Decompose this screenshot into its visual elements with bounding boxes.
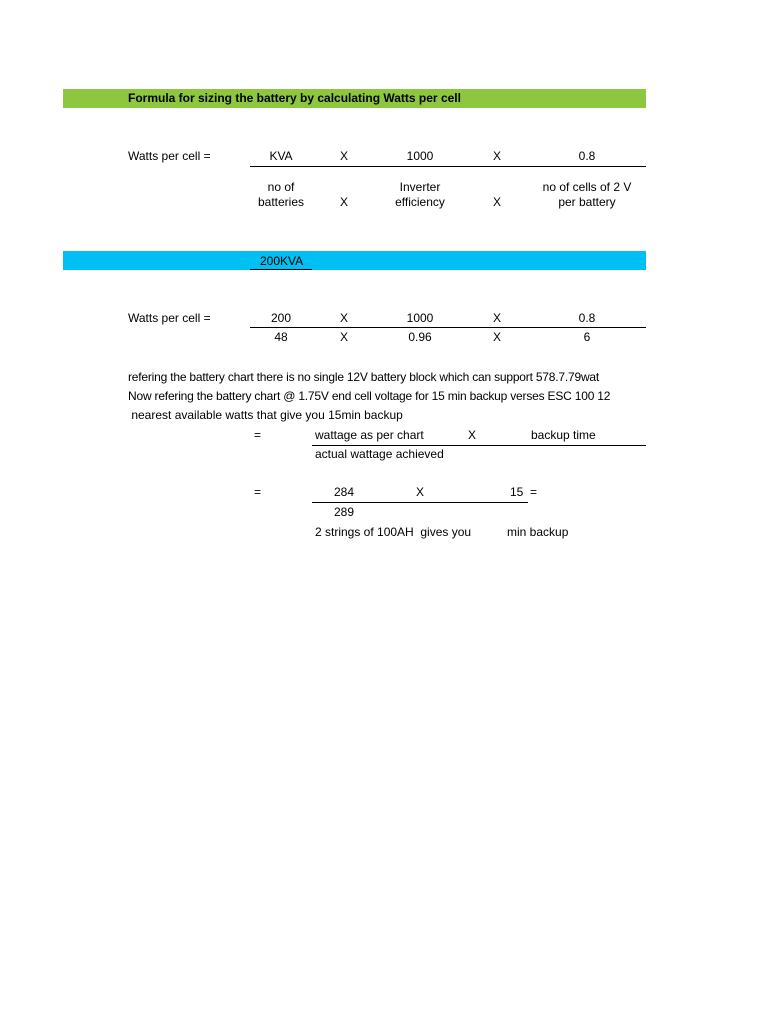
calc-label: Watts per cell = xyxy=(128,311,211,325)
rating-band xyxy=(63,251,646,270)
backup-calc-denominator: 289 xyxy=(334,505,355,519)
calc-den-x1: X xyxy=(339,330,348,344)
calc-fraction-line xyxy=(250,327,646,328)
rating-underline xyxy=(250,269,312,270)
backup-calc-result-text: 2 strings of 100AH gives you xyxy=(315,525,472,539)
formula-den-cells-2: per battery xyxy=(558,195,616,209)
backup-formula-time: backup time xyxy=(531,428,596,442)
backup-calc-x: X xyxy=(416,485,425,499)
formula-num-x2: X xyxy=(492,149,501,163)
formula-num-x1: X xyxy=(339,149,348,163)
note-line-2: Now refering the battery chart @ 1.75V end cell voltage for 15 min backup verses ESC 100 12 xyxy=(128,389,611,403)
formula-den-x1: X xyxy=(339,195,348,209)
formula-den-inverter-1: Inverter xyxy=(399,180,441,194)
backup-formula-numerator: wattage as per chart xyxy=(315,428,424,442)
calc-den-batteries: 48 xyxy=(274,330,288,344)
formula-fraction-line xyxy=(250,166,646,167)
formula-label: Watts per cell = xyxy=(128,149,211,163)
backup-calc-eq: = xyxy=(254,485,262,499)
backup-formula-x: X xyxy=(468,428,477,442)
calc-num-1000: 1000 xyxy=(406,311,434,325)
formula-den-batteries-1: no of xyxy=(267,180,295,194)
formula-den-inverter-2: efficiency xyxy=(395,195,445,209)
page-title: Formula for sizing the battery by calculating Watts per cell xyxy=(128,91,461,105)
note-line-3: nearest available watts that give you 15min backup xyxy=(128,408,403,422)
formula-num-factor: 0.8 xyxy=(578,149,596,163)
backup-calc-numerator: 284 xyxy=(334,485,355,499)
backup-calc-result-eq: = xyxy=(530,485,538,499)
backup-calc-result-unit: min backup xyxy=(507,525,569,539)
formula-den-batteries-2: batteries xyxy=(257,195,305,209)
calc-den-efficiency: 0.96 xyxy=(408,330,432,344)
calc-num-x2: X xyxy=(492,311,501,325)
rating-label: 200KVA xyxy=(260,254,304,268)
formula-num-1000: 1000 xyxy=(406,149,434,163)
backup-calc-minutes: 15 xyxy=(510,485,524,499)
backup-formula-eq: = xyxy=(254,428,262,442)
calc-num-factor: 0.8 xyxy=(578,311,596,325)
formula-num-kva: KVA xyxy=(269,149,293,163)
calc-num-x1: X xyxy=(339,311,348,325)
backup-formula-denominator: actual wattage achieved xyxy=(315,447,444,461)
calc-den-cells: 6 xyxy=(583,330,591,344)
calc-den-x2: X xyxy=(492,330,501,344)
backup-calc-line xyxy=(312,502,528,503)
calc-num-kva: 200 xyxy=(270,311,292,325)
backup-formula-line xyxy=(312,445,646,446)
formula-den-cells-1: no of cells of 2 V xyxy=(542,180,632,194)
formula-den-x2: X xyxy=(492,195,501,209)
note-line-1: refering the battery chart there is no single 12V battery block which can support 578.7.79wat xyxy=(128,370,600,384)
